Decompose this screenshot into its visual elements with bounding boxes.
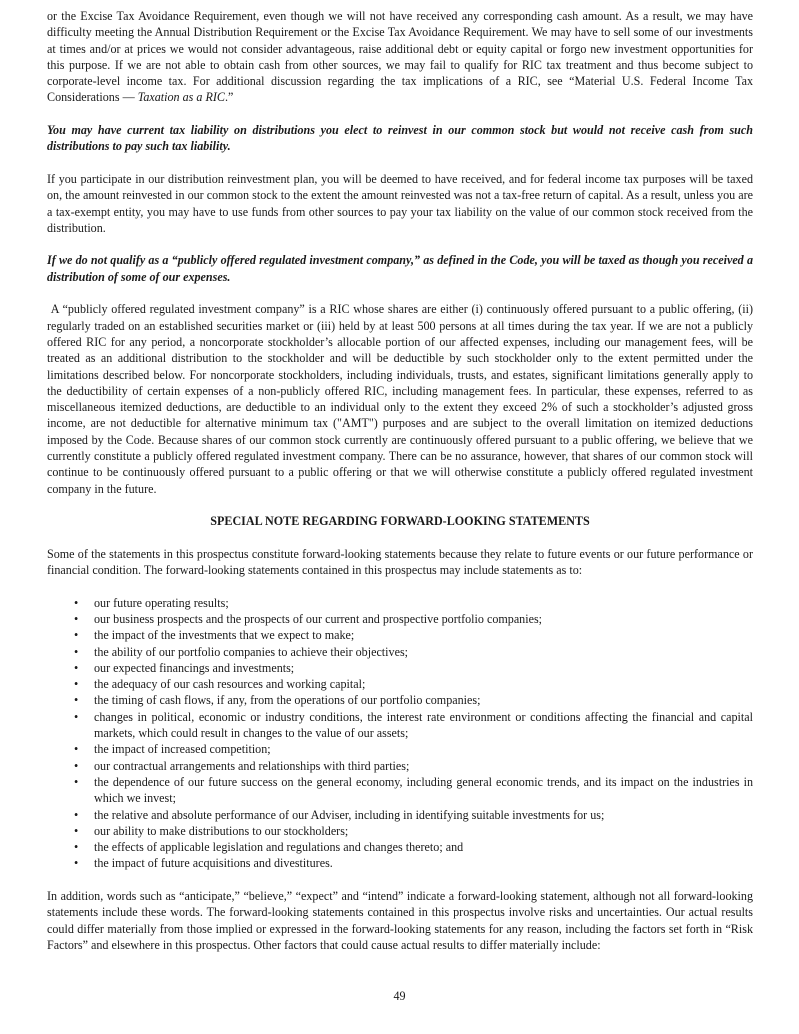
bullet-icon: • — [74, 660, 79, 675]
paragraph-tax-cash-end: .” — [224, 90, 234, 105]
list-item-text: the impact of increased competition; — [94, 742, 271, 757]
bullet-icon: • — [74, 611, 79, 626]
list-item-text: our future operating results; — [94, 595, 229, 610]
list-item — [47, 692, 753, 708]
list-item — [47, 774, 753, 807]
risk-heading-reinvest-tax-liability: You may have current tax liability on distributions you elect to reinvest in our common stock but would not receive cash from such distributions to pay such tax liability. — [47, 123, 753, 154]
paragraph-distribution-reinvestment: If you participate in our distribution reinvestment plan, you will be deemed to have received, and for federal income tax purposes will be taxed on, the amount reinvested in our common stock to the extent the amount reinvested was not a tax-free return of capital. As a result, unless you are a tax-exempt entity, you may have to use funds from other sources to pay your tax liability on the value of our common stock received from the distribution. — [47, 171, 753, 235]
spacer — [47, 530, 753, 546]
paragraph-tax-cash-text: or the Excise Tax Avoidance Requirement, even though we will not have received any corresponding cash amount. As a result, we may have difficulty meeting the Annual Distribution Requirement or the Excise Tax Avoidance Requirement. We may have to sell some of our investments at times and/or at prices we would not consider advantageous, raise additional debt or equity capital or forgo new investment opportunities for this purpose. If we are not able to obtain cash from other sources, we may fail to qualify for RIC tax treatment and thus become subject to corporate-level income tax. For additional discussion regarding the tax implications of a RIC, see “Material U.S. Federal Income Tax Considerations — — [47, 9, 753, 105]
list-item — [47, 807, 753, 823]
list-item-text: the ability of our portfolio companies to achieve their objectives; — [94, 644, 409, 659]
list-item-text: the impact of future acquisitions and divestitures. — [94, 856, 333, 871]
spacer — [47, 872, 753, 888]
cross-reference-taxation-as-ric: Taxation as a RIC — [137, 90, 225, 105]
list-item — [47, 660, 753, 676]
page-number: 49 — [393, 989, 406, 1003]
bullet-icon: • — [74, 709, 79, 724]
spacer — [47, 497, 753, 513]
forward-looking-bullet-list — [47, 595, 753, 872]
list-item-text: the impact of the investments that we expect to make; — [94, 628, 355, 643]
bullet-icon: • — [74, 840, 79, 855]
bullet-icon: • — [74, 644, 79, 659]
list-item-text: the relative and absolute performance of our Adviser, including in identifying suitable investments for us; — [94, 807, 605, 822]
bullet-icon: • — [74, 823, 79, 838]
spacer — [47, 155, 753, 171]
document-page — [47, 8, 757, 953]
paragraph-forward-looking-words: In addition, words such as “anticipate,” “believe,” “expect” and “intend” indicate a forward-looking statement, although not all forward-looking statements include these words. The forward-looking statements contained in this prospectus involve risks and uncertainties. Our actual results could differ materially from those implied or expressed in the forward-looking statements for any reason, including the factors set forth in “Risk Factors” and elsewhere in this prospectus. Other factors that could cause actual results to differ materially include: — [47, 889, 753, 952]
list-item — [47, 839, 753, 855]
list-item-text: changes in political, economic or industry conditions, the interest rate environment or conditions affecting the financial and capital markets, which could result in changes to the value of our assets; — [94, 709, 753, 741]
list-item — [47, 709, 753, 742]
list-item-text: our ability to make distributions to our stockholders; — [94, 823, 349, 838]
list-item-text: the effects of applicable legislation and regulations and changes thereto; and — [94, 840, 464, 855]
list-item — [47, 644, 753, 660]
paragraph-publicly-offered-ric: A “publicly offered regulated investment company” is a RIC whose shares are either (i) continuously offered pursuant to a public offering, (ii) regularly traded on an established securities market or (iii) held by at least 500 persons at all times during the tax year. If we are not a publicly offered RIC for any period, a noncorporate stockholder’s allocable portion of our affected expenses, including our management fees, will be treated as an additional distribution to the stockholder and will be deductible by such stockholder only to the extent permitted under the limitations described below. For noncorporate stockholders, including individuals, trusts, and estates, significant limitations generally apply to the deductibility of certain expenses of a non-publicly offered RIC, including management fees. In particular, these expenses, referred to as miscellaneous itemized deductions, are deductible to an individual only to the extent they exceed 2% of such a stockholder’s adjusted gross income, are not deductible for alternative minimum tax ("AMT") purposes and are subject to the overall limitation on itemized deductions imposed by the Code. Because shares of our common stock currently are continuously offered pursuant to a public offering, we believe that we currently constitute a publicly offered regulated investment company. There can be no assurance, however, that shares of our common stock will continue to be continuously offered pursuant to a public offering or that we will otherwise constitute a publicly offered regulated investment company in the future. — [47, 302, 757, 496]
list-item-text: our business prospects and the prospects of our current and prospective portfolio companies; — [94, 611, 543, 626]
list-item — [47, 676, 753, 692]
list-item — [47, 823, 753, 839]
paragraph-tax-cash — [47, 8, 753, 106]
list-item-text: the adequacy of our cash resources and working capital; — [94, 677, 366, 692]
spacer — [47, 106, 753, 122]
list-item — [47, 595, 753, 611]
spacer — [47, 578, 753, 594]
spacer — [47, 236, 753, 252]
list-item-text: our expected financings and investments; — [94, 660, 295, 675]
bullet-icon: • — [74, 595, 79, 610]
bullet-icon: • — [74, 693, 79, 708]
bullet-icon: • — [74, 742, 79, 757]
list-item — [47, 611, 753, 627]
section-heading-forward-looking: SPECIAL NOTE REGARDING FORWARD-LOOKING STATEMENTS — [210, 514, 590, 529]
bullet-icon: • — [74, 677, 79, 692]
risk-heading-publicly-offered-ric: If we do not qualify as a “publicly offered regulated investment company,” as defined in the Code, you will be taxed as though you received a distribution of some of our expenses. — [47, 253, 753, 284]
list-item — [47, 627, 753, 643]
list-item-text: the timing of cash flows, if any, from the operations of our portfolio companies; — [94, 693, 481, 708]
bullet-icon: • — [74, 807, 79, 822]
bullet-icon: • — [74, 628, 79, 643]
bullet-icon: • — [74, 758, 79, 773]
list-item-text: the dependence of our future success on the general economy, including general economic trends, and its impact on the industries in which we invest; — [94, 774, 753, 806]
bullet-icon: • — [74, 774, 79, 789]
list-item-text: our contractual arrangements and relationships with third parties; — [94, 758, 410, 773]
spacer — [47, 285, 753, 301]
paragraph-forward-looking-intro: Some of the statements in this prospectus constitute forward-looking statements because they relate to future events or our future performance or financial condition. The forward-looking statements contained in this prospectus may include statements as to: — [47, 546, 753, 578]
list-item — [47, 741, 753, 757]
list-item — [47, 758, 753, 774]
bullet-icon: • — [74, 856, 79, 871]
list-item — [47, 855, 753, 871]
